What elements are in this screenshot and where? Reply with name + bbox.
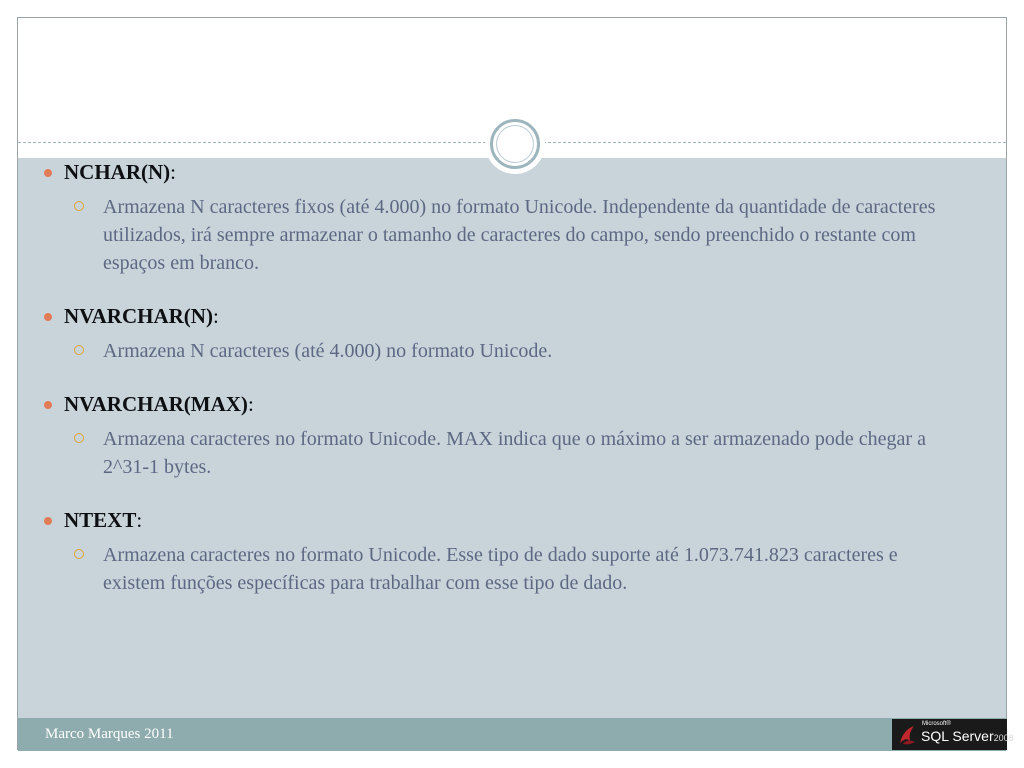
item-description: Armazena caracteres no formato Unicode. Esse tipo de dado suporte até 1.073.741.823 caracteres e existem funções específicas para trabalhar com esse tipo de dado. [103, 544, 898, 594]
bullet-item-nchar [44, 160, 964, 277]
bullet-item-nvarchar-max [44, 392, 964, 481]
bullet-item-ntext [44, 508, 964, 597]
item-colon: : [136, 508, 143, 532]
bullet-ring-icon [74, 201, 84, 211]
bullet-ring-icon [74, 433, 84, 443]
bullet-ring-icon [74, 549, 84, 559]
item-title: NVARCHAR(N) [64, 304, 213, 328]
logo-brand: Microsoft® [922, 721, 951, 727]
item-description: Armazena N caracteres (até 4.000) no formato Unicode. [103, 340, 553, 362]
bullet-list [44, 160, 964, 624]
divider-ring-inner-icon [496, 125, 534, 163]
item-colon: : [170, 160, 176, 184]
item-title: NVARCHAR(MAX) [64, 392, 248, 416]
logo-product: SQL Server [921, 728, 994, 744]
item-colon: : [247, 392, 254, 416]
footer [18, 718, 1014, 751]
bullet-dot-icon [44, 401, 52, 409]
bullet-dot-icon [44, 313, 52, 321]
item-colon: : [212, 304, 219, 328]
item-description: Armazena caracteres no formato Unicode. MAX indica que o máximo a ser armazenado pode chegar a 2^31-1 bytes. [103, 428, 926, 478]
logo-version: 2008 [993, 733, 1014, 743]
item-description: Armazena N caracteres fixos (até 4.000) no formato Unicode. Independente da quantidade de caracteres utilizados, irá sempre armazenar o tamanho de caracteres do campo, sendo preenchido o restante com espaços em branco. [103, 196, 936, 274]
item-title: NCHAR(N) [64, 160, 171, 184]
sql-server-logo-icon [896, 723, 918, 747]
bullet-dot-icon [44, 169, 52, 177]
sql-server-logo [892, 719, 1014, 750]
bullet-item-nvarchar [44, 304, 964, 365]
footer-author: Marco Marques 2011 [45, 726, 174, 742]
item-title: NTEXT [64, 508, 137, 532]
bullet-dot-icon [44, 517, 52, 525]
bullet-ring-icon [74, 345, 84, 355]
